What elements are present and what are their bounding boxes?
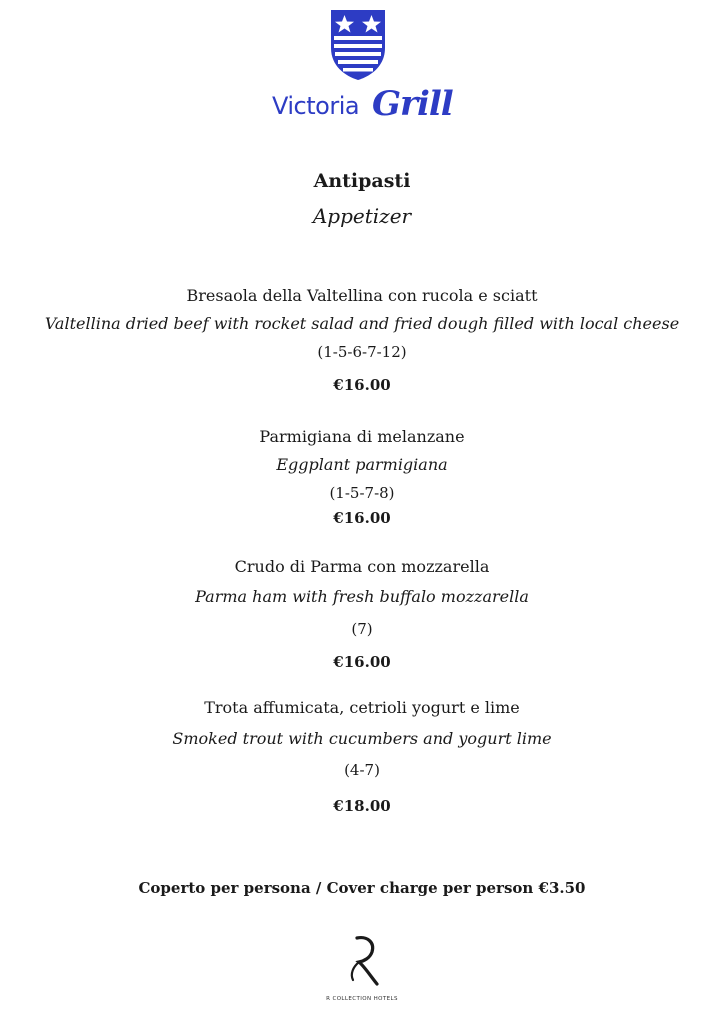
dish-name-english: Parma ham with fresh buffalo mozzarella: [195, 587, 529, 606]
brand-name-victoria: Victoria: [272, 92, 360, 120]
section-subtitle: Appetizer: [312, 204, 412, 228]
dish-allergens: (1-5-6-7-12): [317, 343, 407, 361]
dish-name-english: Valtellina dried beef with rocket salad and fried dough filled with local cheese: [44, 314, 680, 333]
dish-allergens: (4-7): [344, 761, 380, 779]
brand-wordmark: [272, 84, 452, 128]
dish-name-english: Smoked trout with cucumbers and yogurt lime: [172, 729, 552, 748]
dish-allergens: (1-5-7-8): [329, 484, 395, 502]
dish-allergens: (7): [351, 620, 373, 638]
dish-price: €18.00: [333, 797, 391, 815]
dish-name-italian: Bresaola della Valtellina con rucola e sciatt: [186, 286, 538, 305]
brand-name-grill: Grill: [372, 84, 453, 124]
dish-name-italian: Parmigiana di melanzane: [259, 427, 465, 446]
dish-price: €16.00: [333, 376, 391, 394]
dish-price: €16.00: [333, 653, 391, 671]
dish-name-italian: Crudo di Parma con mozzarella: [234, 557, 490, 576]
dish-name-italian: Trota affumicata, cetrioli yogurt e lime: [204, 698, 520, 717]
section-title: Antipasti: [313, 170, 411, 192]
dish-price: €16.00: [333, 509, 391, 527]
r-collection-logo-icon: [345, 934, 381, 990]
cover-charge: Coperto per persona / Cover charge per person €3.50: [138, 879, 586, 897]
dish-name-english: Eggplant parmigiana: [276, 455, 448, 474]
crest-icon: [329, 8, 387, 82]
footer-brand-text: R COLLECTION HOTELS: [326, 996, 398, 1002]
